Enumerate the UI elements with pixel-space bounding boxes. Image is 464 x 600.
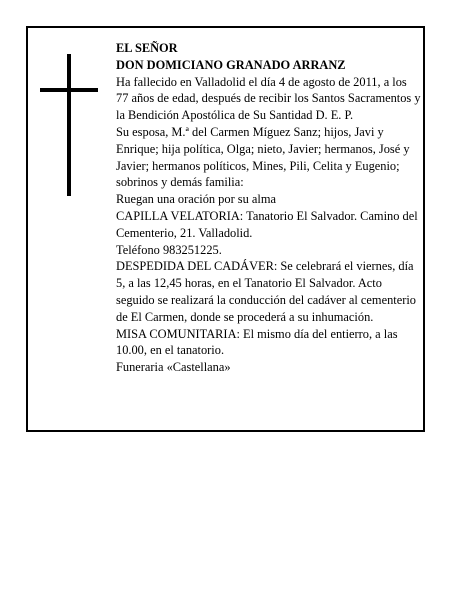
notice-text — [116, 40, 422, 376]
latin-cross-icon — [40, 54, 98, 196]
deceased-name: DON DOMICIANO GRANADO ARRANZ — [116, 57, 346, 72]
funeral-home: Funeraria «Castellana» — [116, 360, 231, 375]
farewell-info: DESPEDIDA DEL CADÁVER: Se celebrará el viernes, día 5, a las 12,45 horas, en el Tanatorio El Salvador. Acto seguido se realizará la conducción del cadáver al cementerio de El Carmen, donde se procederá a su inhumación. — [116, 259, 416, 324]
prayer-request: Ruegan una oración por su alma — [116, 192, 276, 207]
family-list: Su esposa, M.ª del Carmen Míguez Sanz; hijos, Javi y Enrique; hija política, Olga; nieto, Javier; hermanos, José y Javier; hermanos políticos, Mines, Pili, Celita y Eugenio; sobrinos y demás familia: — [116, 124, 410, 190]
cross-horizontal-bar — [40, 88, 98, 92]
notice-heading: EL SEÑOR — [116, 41, 178, 55]
chapel-info: CAPILLA VELATORIA: Tanatorio El Salvador. Camino del Cementerio, 21. Valladolid. — [116, 208, 418, 240]
mass-info: MISA COMUNITARIA: El mismo día del entierro, a las 10.00, en el tanatorio. — [116, 326, 398, 358]
cross-vertical-bar — [67, 54, 71, 196]
phone-info: Teléfono 983251225. — [116, 242, 222, 257]
death-announcement: Ha fallecido en Valladolid el día 4 de agosto de 2011, a los 77 años de edad, después de recibir los Santos Sacramentos y la Bendición Apostólica de Su Santidad D. E. P. — [116, 74, 421, 123]
obituary-notice — [26, 26, 425, 432]
